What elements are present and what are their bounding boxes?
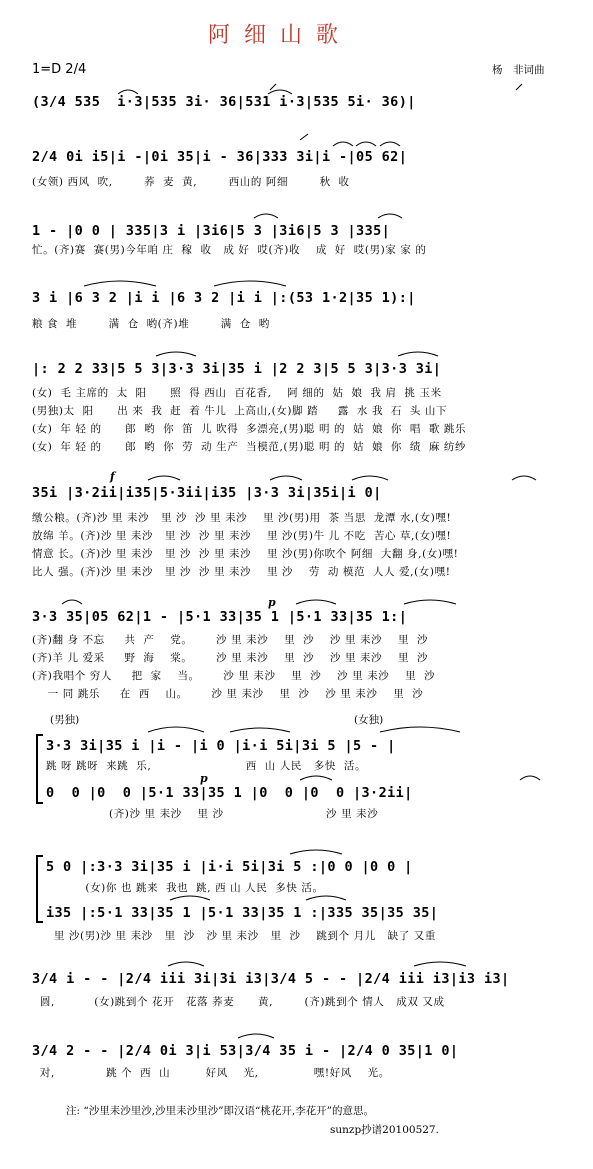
- lyric-line: 忙。(齐)赛 赛(男)今年咱 庄 稼 收 成 好 哎(齐)收 成 好 哎(男)家 家 的: [32, 244, 427, 256]
- lyric-line: 放绵 羊。(齐)沙 里 耒沙 里 沙 沙 里 耒沙 里 沙(男)牛 儿 不吃 苦心 草,(女)嘿!: [32, 530, 452, 542]
- lyric-line: 比人 强。(齐)沙 里 耒沙 里 沙 沙 里 耒沙 里 沙 劳 动 模范 人人 爱,(女)嘿!: [32, 566, 451, 578]
- male-solo-label: (男独): [50, 714, 80, 726]
- lyric-line: 里 沙(男)沙 里 耒沙 里 沙 沙 里 耒沙 里 沙 跳到个 月儿 缺了 又重: [46, 930, 436, 942]
- lyric-line: (齐)翻 身 不忘 共 产 党。 沙 里 耒沙 里 沙 沙 里 耒沙 里 沙: [32, 634, 429, 646]
- lyric-line: (女)你 也 跳来 我也 跳, 西 山 人民 多快 活。: [46, 882, 324, 894]
- lyric-line: 缴公粮。(齐)沙 里 耒沙 里 沙 沙 里 耒沙 里 沙(男)用 茶 当思 龙潭 水,(女)嘿!: [32, 512, 452, 524]
- piano-mark: p: [200, 772, 208, 785]
- lyric-line: (男独)太 阳 出 来 我 赶 着 牛儿 上高山,(女)脚 踏 露 水 我 石 头 山下: [32, 405, 448, 417]
- notation-row-8: 3·3 3i|35 i |i - |i 0 |i·i 5i|3i 5 |5 - |: [46, 738, 396, 754]
- lyric-line: 圆, (女)跳到个 花开 花落 荞麦 黄, (齐)跳到个 情人 成双 又成: [32, 996, 445, 1008]
- notation-row-12: 3/4 i - - |2/4 iii 3i|3i i3|3/4 5 - - |2/4 iii i3|i3 i3|: [32, 971, 510, 987]
- notation-row-9: 0 0 |0 0 |5·1 33|35 1 |0 0 |0 0 |3·2ii|: [46, 785, 413, 801]
- author-credit: 杨 非词曲: [492, 64, 545, 76]
- lyric-line: (齐)羊 儿 爱采 野 海 棠。 沙 里 耒沙 里 沙 沙 里 耒沙 里 沙: [32, 652, 429, 664]
- lyric-line: 跳 呀 跳呀 来跳 乐, 西 山 人民 多快 活。: [46, 760, 367, 772]
- lyric-line: 对, 跳 个 西 山 好风 光, 嘿!好风 光。: [32, 1067, 390, 1079]
- lyric-line: 一 同 跳乐 在 西 山。 沙 里 耒沙 里 沙 沙 里 耒沙 里 沙: [32, 688, 424, 700]
- female-solo-label: (女独): [354, 714, 384, 726]
- notation-row-11: i35 |:5·1 33|35 1 |5·1 33|35 1 :|335 35|35 35|: [46, 905, 439, 921]
- lyric-line: (女领) 西风 吹, 荞 麦 黄, 西山的 阿细 秋 收: [32, 176, 350, 188]
- notation-row-13: 3/4 2 - - |2/4 0i 3|i 53|3/4 35 i - |2/4 0 35|1 0|: [32, 1043, 459, 1059]
- notation-row-4: 3 i |6 3 2 |i i |6 3 2 |i i |:(53 1·2|35 1):|: [32, 290, 416, 306]
- lyric-line: (女) 年 轻 的 郎 哟 你 笛 儿 吹得 多漂亮,(男)聪 明 的 姑 娘 你 唱 歌 跳乐: [32, 423, 467, 435]
- key-signature: 1=D 2/4: [32, 62, 87, 77]
- transcriber-credit: sunzp抄谱20100527.: [330, 1124, 439, 1136]
- notation-row-3: 1 - |0 0 | 335|3 i |3i6|5 3 |3i6|5 3 |335|: [32, 223, 391, 239]
- notation-row-5: |: 2 2 33|5 5 3|3·3 3i|35 i |2 2 3|5 5 3|3·3 3i|: [32, 361, 442, 377]
- lyric-line: (齐)我唱个 穷人 把 家 当。 沙 里 耒沙 里 沙 沙 里 耒沙 里 沙: [32, 670, 436, 682]
- lyric-line: 粮 食 堆 满 仓 哟(齐)堆 满 仓 哟: [32, 318, 270, 330]
- notation-row-1: (3/4 535 i·3|535 3i· 36|531 i·3|535 5i· 36)|: [32, 94, 416, 110]
- notation-row-6: 35i |3·2ii|i35|5·3ii|i35 |3·3 3i|35i|i 0|: [32, 485, 382, 501]
- piano-mark: p: [268, 596, 276, 609]
- forte-mark: f: [110, 470, 115, 483]
- song-title: 阿细山歌: [207, 23, 352, 48]
- lyric-line: (女) 年 轻 的 郎 哟 你 劳 动 生产 当模范,(男)聪 明 的 姑 娘 你 绩 麻 纺纱: [32, 441, 467, 453]
- notation-row-10: 5 0 |:3·3 3i|35 i |i·i 5i|3i 5 :|0 0 |0 0 |: [46, 859, 413, 875]
- lyric-line: (女) 毛 主席的 太 阳 照 得 西山 百花香, 阿 细的 姑 娘 我 肩 挑 玉米: [32, 387, 442, 399]
- lyric-line: 情意 长。(齐)沙 里 耒沙 里 沙 沙 里 耒沙 里 沙(男)你吹个 阿细 大翻 身,(女)嘿!: [32, 548, 459, 560]
- lyric-line: (齐)沙 里 耒沙 里 沙 沙 里 耒沙: [46, 808, 379, 820]
- footnote: 注: “沙里耒沙里沙,沙里耒沙里沙”即汉语“桃花开,李花开”的意思。: [66, 1105, 375, 1117]
- notation-row-2: 2/4 0i i5|i -|0i 35|i - 36|333 3i|i -|05 62|: [32, 149, 408, 165]
- notation-row-7: 3·3 35|05 62|1 - |5·1 33|35 1 |5·1 33|35 1:|: [32, 609, 408, 625]
